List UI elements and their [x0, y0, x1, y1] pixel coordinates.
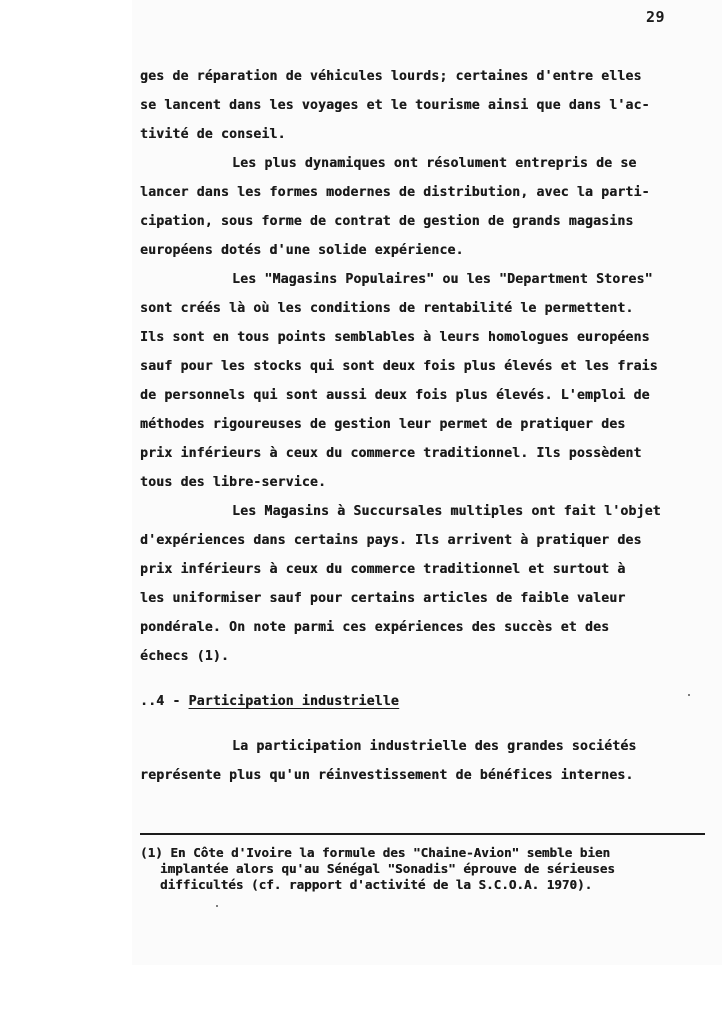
paragraph-distribution — [140, 149, 705, 265]
text-line: ges de réparation de véhicules lourds; certaines d'entre elles — [140, 69, 642, 84]
section-heading — [140, 687, 705, 716]
text-line: Les "Magasins Populaires" ou les "Department Stores" — [232, 272, 653, 287]
text-line: les uniformiser sauf pour certains articles de faible valeur — [140, 591, 626, 606]
text-line: d'expériences dans certains pays. Ils arrivent à pratiquer des — [140, 533, 642, 548]
page-number: 29 — [646, 8, 666, 26]
paragraph-participation — [140, 732, 705, 790]
text-line: sont créés là où les conditions de rentabilité le permettent. — [140, 301, 634, 316]
text-line: de personnels qui sont aussi deux fois plus élevés. L'emploi de — [140, 388, 650, 403]
text-line: Ils sont en tous points semblables à leurs homologues européens — [140, 330, 650, 345]
text-line: sauf pour les stocks qui sont deux fois plus élevés et les frais — [140, 359, 658, 374]
text-line: prix inférieurs à ceux du commerce traditionnel et surtout à — [140, 562, 626, 577]
scan-speck — [216, 905, 218, 907]
text-line: représente plus qu'un réinvestissement de bénéfices internes. — [140, 768, 634, 783]
paragraph-department-stores — [140, 265, 705, 497]
text-line: européens dotés d'une solide expérience. — [140, 243, 464, 258]
section-title: Participation industrielle — [188, 694, 399, 709]
text-line: tivité de conseil. — [140, 127, 286, 142]
section-spacer — [140, 671, 705, 687]
footnote — [140, 845, 710, 893]
footnote-line: implantée alors qu'au Sénégal "Sonadis" éprouve de sérieuses — [160, 861, 615, 876]
text-line: cipation, sous forme de contrat de gestion de grands magasins — [140, 214, 634, 229]
text-line: prix inférieurs à ceux du commerce traditionnel. Ils possèdent — [140, 446, 642, 461]
footnote-separator — [140, 833, 705, 835]
text-line: Les plus dynamiques ont résolument entrepris de se — [232, 156, 637, 171]
section-number: ..4 - — [140, 694, 189, 709]
text-line: lancer dans les formes modernes de distribution, avec la parti- — [140, 185, 650, 200]
scan-speck — [688, 694, 690, 696]
paragraph-succursales — [140, 497, 705, 671]
text-line: tous des libre-service. — [140, 475, 327, 490]
text-line: se lancent dans les voyages et le tourisme ainsi que dans l'ac- — [140, 98, 650, 113]
footnote-line: difficultés (cf. rapport d'activité de la S.C.O.A. 1970). — [160, 877, 593, 892]
text-line: La participation industrielle des grandes sociétés — [232, 739, 637, 754]
paragraph-continuation — [140, 62, 705, 149]
body-text — [140, 62, 705, 790]
footnote-line: (1) En Côte d'Ivoire la formule des "Chaine-Avion" semble bien — [140, 845, 611, 860]
text-line: Les Magasins à Succursales multiples ont fait l'objet — [232, 504, 661, 519]
text-line: méthodes rigoureuses de gestion leur permet de pratiquer des — [140, 417, 626, 432]
text-line: échecs (1). — [140, 649, 229, 664]
section-spacer — [140, 716, 705, 732]
text-line: pondérale. On note parmi ces expériences des succès et des — [140, 620, 610, 635]
